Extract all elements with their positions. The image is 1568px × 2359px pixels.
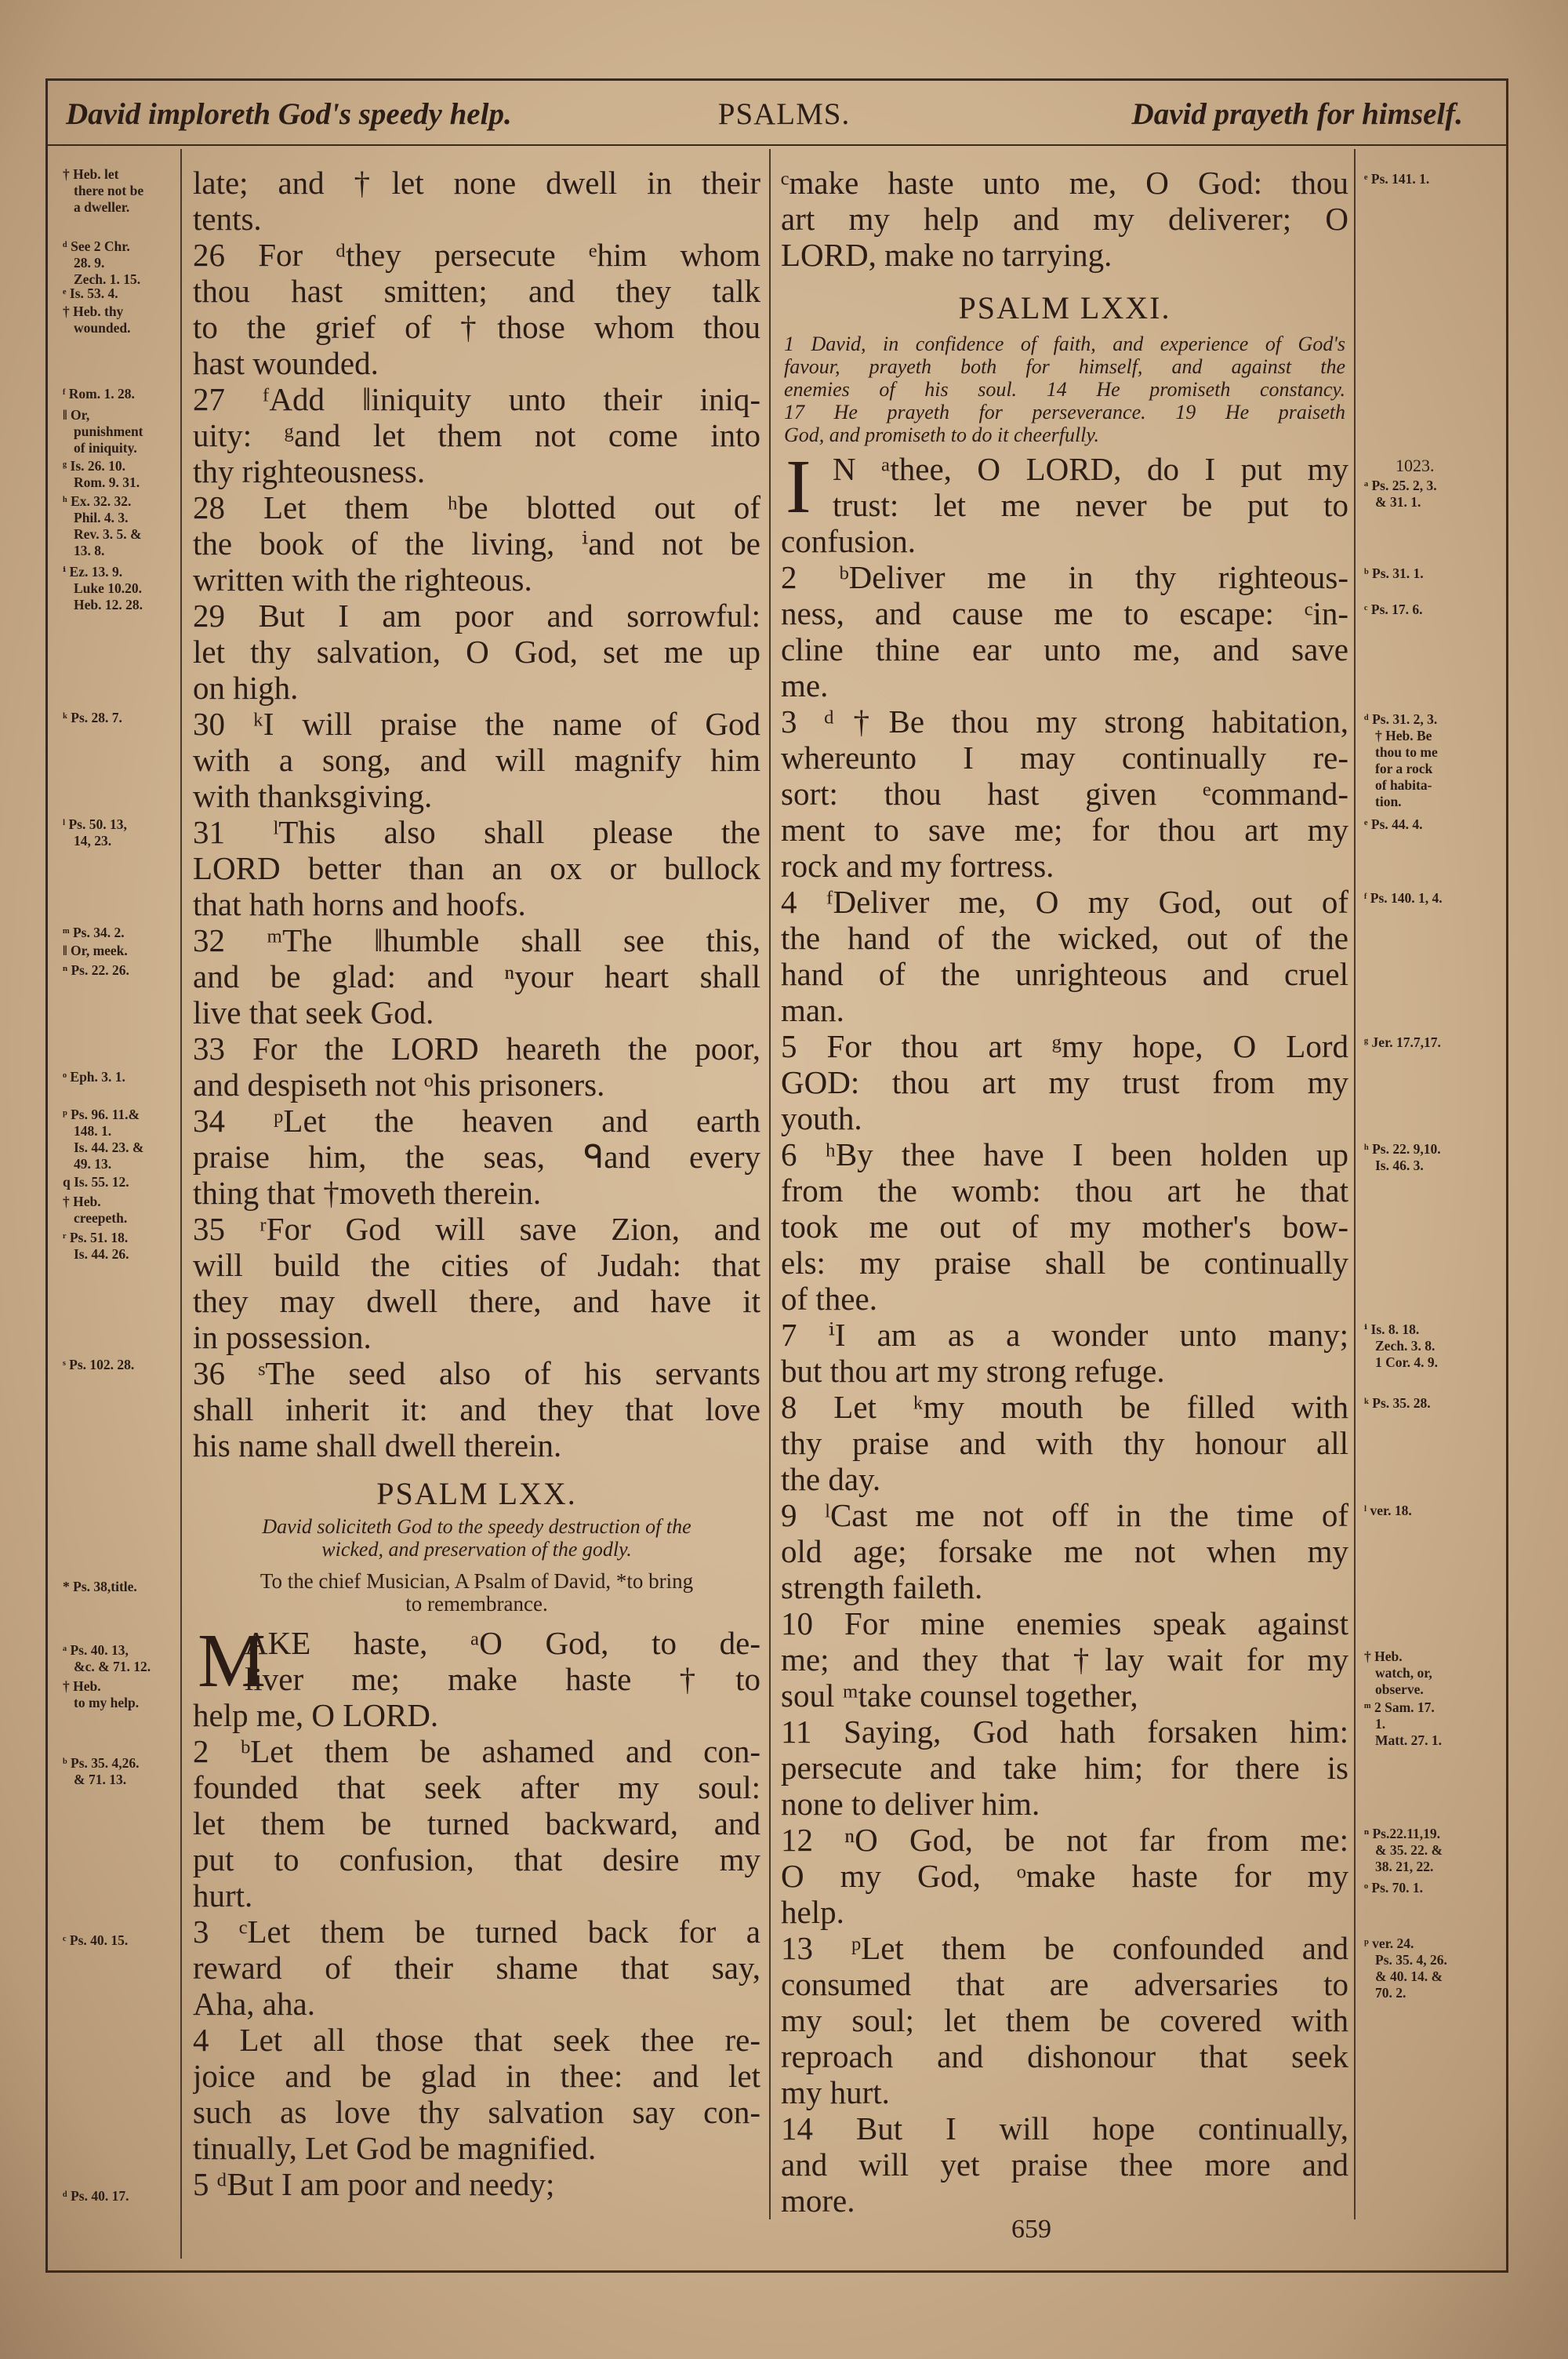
verse-line: tents.	[193, 201, 262, 237]
verse-line: will build the cities of Judah: that	[193, 1247, 760, 1283]
margin-note-line: &c. & 71. 12.	[74, 1659, 151, 1674]
margin-note	[63, 166, 143, 216]
verse-line: 14 But I will hope continually,	[781, 2110, 1348, 2146]
verse-line: none to deliver him.	[781, 1786, 1040, 1822]
psalm-heading: PSALM LXXI.	[958, 290, 1171, 325]
psalm-69-ending	[193, 165, 760, 1463]
margin-note	[1364, 1141, 1441, 1174]
margin-note-line: † Heb. thy	[63, 304, 124, 319]
margin-note-line: of iniquity.	[74, 440, 137, 456]
margin-note	[1364, 1395, 1431, 1412]
margin-note-line: ᵖ Ps. 96. 11.&	[63, 1107, 140, 1122]
margin-note	[1364, 890, 1443, 907]
margin-note-line: ⁿ Ps. 22. 26.	[63, 962, 129, 978]
margin-note-line: & 40. 14. &	[1375, 1968, 1443, 1984]
margin-note	[1364, 1880, 1423, 1896]
verse-line: consumed that are adversaries to	[781, 1966, 1348, 2002]
margin-note	[1364, 171, 1429, 187]
verse-line: thy righteousness.	[193, 453, 426, 489]
verse-line: shall inherit it: and they that love	[193, 1391, 760, 1427]
margin-note-line: & 71. 13.	[74, 1772, 127, 1787]
psalm-70-ending	[781, 165, 1348, 273]
margin-note-line: ‖ Or,	[63, 407, 90, 423]
verse-line: me; and they that †lay wait for my	[781, 1641, 1348, 1677]
header-rule	[45, 144, 1508, 146]
psalm-heading: PSALM LXX.	[376, 1476, 577, 1511]
margin-note-line: 1.	[1375, 1716, 1386, 1732]
margin-note	[63, 943, 128, 959]
drop-cap: I	[786, 445, 811, 529]
margin-note-line: 148. 1.	[74, 1123, 112, 1139]
verse-line: 4 Let all those that seek thee re-	[193, 2022, 760, 2058]
margin-note-line: ᵏ Ps. 28. 7.	[63, 710, 122, 725]
margin-note	[63, 1357, 134, 1373]
verse-line: 5 ᵈBut I am poor and needy;	[193, 2166, 555, 2202]
margin-note-line: 38. 21, 22.	[1375, 1859, 1434, 1874]
margin-note	[1396, 457, 1435, 474]
verse-line: tinually, Let God be magnified.	[193, 2130, 597, 2166]
verse-line: thou hast smitten; and they talk	[193, 273, 760, 309]
verse-line: they may dwell there, and have it	[193, 1283, 760, 1319]
margin-note	[63, 407, 143, 456]
verse-line: confusion.	[781, 523, 916, 559]
verse-line: GOD: thou art my trust from my	[781, 1064, 1348, 1100]
margin-note-line: for a rock	[1375, 761, 1433, 776]
summary-line: 17 He prayeth for perseverance. 19 He praiseth	[784, 401, 1345, 423]
margin-note-line: ʰ Ps. 22. 9,10.	[1364, 1141, 1441, 1157]
margin-note	[1364, 1936, 1447, 2001]
margin-note-line: watch, or,	[1375, 1665, 1432, 1681]
verse-line: AKE haste, ᵃO God, to de-	[245, 1625, 760, 1661]
margin-note-line: * Ps. 38,title.	[63, 1579, 137, 1594]
margin-note	[63, 493, 142, 559]
verse-line: 27 ᶠAdd ‖iniquity unto their iniq-	[193, 381, 760, 417]
summary-line: 1 David, in confidence of faith, and experience of God's	[784, 333, 1345, 355]
margin-note	[63, 710, 122, 726]
verse-line: founded that seek after my soul:	[193, 1769, 760, 1805]
margin-note-line: † Heb.	[63, 1194, 101, 1209]
margin-note	[1364, 816, 1423, 833]
margin-note-line: 1023.	[1396, 456, 1435, 475]
margin-note-line: ᵐ Ps. 34. 2.	[63, 925, 125, 940]
verse-line: persecute and take him; for there is	[781, 1750, 1348, 1786]
margin-note-line: ᵇ Ps. 35. 4,26.	[63, 1755, 140, 1771]
margin-note	[63, 1755, 140, 1788]
running-head-right: David prayeth for himself.	[1131, 97, 1463, 131]
margin-note	[63, 564, 143, 613]
verse-line: his name shall dwell therein.	[193, 1427, 562, 1463]
verse-line: 3 ᶜLet them be turned back for a	[193, 1914, 760, 1950]
margin-note-line: 13. 8.	[74, 543, 105, 558]
margin-note-line: ˡ ver. 18.	[1364, 1503, 1412, 1518]
verse-line: let thy salvation, O God, set me up	[193, 634, 760, 670]
margin-note-line: ˡ Ps. 50. 13,	[63, 816, 127, 832]
margin-note	[63, 304, 130, 336]
margin-note-line: ʳ Ps. 51. 18.	[63, 1230, 129, 1245]
verse-line: such as love thy salvation say con-	[193, 2094, 760, 2130]
margin-note	[63, 1579, 137, 1595]
verse-line: reward of their shame that say,	[193, 1950, 760, 1986]
verse-line: 30 ᵏI will praise the name of God	[193, 706, 760, 742]
margin-note-line: † Heb. Be	[1375, 728, 1432, 743]
psalm-summary	[781, 333, 1348, 446]
margin-note-line: Heb. 12. 28.	[74, 597, 143, 612]
verse-line: took me out of my mother's bow-	[781, 1209, 1348, 1245]
margin-note-line: Rom. 9. 31.	[74, 474, 140, 490]
margin-note-line: ᵒ Ps. 70. 1.	[1364, 1880, 1424, 1896]
verse-line: hast wounded.	[193, 345, 379, 381]
running-head-book: PSALMS.	[717, 97, 851, 131]
verse-line: written with the righteous.	[193, 562, 532, 598]
margin-note-line: ᵉ Is. 53. 4.	[63, 285, 118, 301]
margin-note-line: punishment	[74, 423, 143, 439]
margin-note	[63, 1194, 127, 1227]
margin-note-line: ˢ Ps. 102. 28.	[63, 1357, 135, 1372]
verse-line: 29 But I am poor and sorrowful:	[193, 598, 760, 634]
margin-note-line: to my help.	[74, 1695, 140, 1710]
margin-note	[1364, 602, 1423, 618]
verse-line: old age; forsake me not when my	[781, 1533, 1348, 1569]
verse-line: ᶜmake haste unto me, O God: thou	[781, 165, 1348, 201]
verse-line: youth.	[781, 1100, 862, 1136]
margin-note-line: † Heb.	[63, 1678, 101, 1694]
verse-line: put to confusion, that desire my	[193, 1841, 760, 1877]
verse-line: thing that †moveth therein.	[193, 1175, 542, 1211]
margin-note	[63, 962, 129, 979]
verse-line: man.	[781, 992, 844, 1028]
verse-line: reproach and dishonour that seek	[781, 2038, 1348, 2074]
margin-note-line: ‖ Or, meek.	[63, 943, 128, 958]
verse-line: but thou art my strong refuge.	[781, 1353, 1165, 1389]
verse-line: 5 For thou art ᵍmy hope, O Lord	[781, 1028, 1348, 1064]
margin-note-line: Is. 46. 3.	[1375, 1158, 1424, 1173]
verse-line: 33 For the LORD heareth the poor,	[193, 1030, 760, 1067]
verse-line: to the grief of †those whom thou	[193, 309, 760, 345]
verse-line: from the womb: thou art he that	[781, 1172, 1348, 1209]
verse-line: 11 Saying, God hath forsaken him:	[781, 1714, 1348, 1750]
verse-line: 31 ˡThis also shall please the	[193, 814, 760, 850]
margin-note	[63, 1642, 151, 1675]
verse-line: 13 ᵖLet them be confounded and	[781, 1930, 1348, 1966]
margin-note-line: ⁱ Ez. 13. 9.	[63, 564, 123, 580]
verse-line: late; and †let none dwell in their	[193, 165, 760, 201]
verse-line: ment to save me; for thou art my	[781, 812, 1348, 848]
margin-note-line: ᵒ Eph. 3. 1.	[63, 1069, 125, 1085]
margin-note-line: ᶜ Ps. 17. 6.	[1364, 602, 1423, 617]
margin-note	[63, 925, 125, 941]
margin-note-line: ᵏ Ps. 35. 28.	[1364, 1395, 1431, 1411]
margin-note-line: there not be	[74, 183, 144, 198]
verse-line: with a song, and will magnify him	[193, 742, 760, 778]
verse-line: and be glad: and ⁿyour heart shall	[193, 958, 760, 994]
margin-note	[1364, 1503, 1412, 1519]
margin-note-line: ᵈ Ps. 40. 17.	[63, 2188, 129, 2204]
verse-line: my hurt.	[781, 2074, 890, 2110]
verse-line: the hand of the wicked, out of the	[781, 920, 1348, 956]
psalm-71-body	[781, 445, 1348, 2219]
margin-note-line: ᵈ Ps. 31. 2, 3.	[1364, 711, 1438, 727]
margin-note	[1364, 565, 1424, 582]
margin-note-line: Matt. 27. 1.	[1375, 1732, 1443, 1748]
margin-note	[63, 386, 135, 402]
verse-line: help me, O LORD.	[193, 1697, 439, 1733]
margin-note-line: creepeth.	[74, 1210, 128, 1226]
verse-line: help.	[781, 1894, 844, 1930]
page-number: 659	[1011, 2215, 1051, 2244]
margin-note-line: q Is. 55. 12.	[63, 1174, 129, 1190]
margin-note-line: of habita-	[1375, 777, 1432, 793]
verse-line: joice and be glad in thee: and let	[193, 2058, 760, 2094]
right-text-column	[781, 165, 1348, 2219]
verse-line: 8 Let ᵏmy mouth be filled with	[781, 1389, 1348, 1425]
superscription-line: To the chief Musician, A Psalm of David, *to bring	[260, 1569, 694, 1593]
margin-note-line: ᵃ Ps. 25. 2, 3.	[1364, 478, 1437, 493]
verse-line: liver me; make haste †to	[245, 1661, 760, 1697]
superscription-line: to remembrance.	[405, 1592, 548, 1616]
margin-note-line: tion.	[1375, 794, 1402, 809]
verse-line: sort: thou hast given ᵉcommand-	[781, 776, 1348, 812]
margin-note-line: thou to me	[1375, 744, 1438, 760]
verse-line: more.	[781, 2183, 855, 2219]
verse-line: in possession.	[193, 1319, 372, 1355]
verse-line: els: my praise shall be continually	[781, 1245, 1348, 1281]
verse-line: thy praise and with thy honour all	[781, 1425, 1348, 1461]
verse-line: 7 ⁱI am as a wonder unto many;	[781, 1317, 1348, 1353]
verse-line: let them be turned backward, and	[193, 1805, 760, 1841]
margin-note-line: Luke 10.20.	[74, 580, 143, 596]
verse-line: 2 ᵇLet them be ashamed and con-	[193, 1733, 760, 1769]
margin-note-line: a dweller.	[74, 199, 130, 215]
summary-line: wicked, and preservation of the godly.	[321, 1538, 632, 1561]
margin-note-line: ᵍ Jer. 17.7,17.	[1364, 1034, 1441, 1050]
verse-line: 6 ʰBy thee have I been holden up	[781, 1136, 1348, 1172]
verse-line: with thanksgiving.	[193, 778, 433, 814]
margin-note-line: 28. 9.	[74, 255, 105, 271]
margin-note-line: ⁿ Ps.22.11,19.	[1364, 1826, 1440, 1841]
margin-note-line: Zech. 1. 15.	[74, 271, 141, 287]
margin-note	[63, 1932, 128, 1949]
left-margin-rule	[180, 149, 182, 2259]
margin-note-line: Is. 44. 26.	[74, 1246, 129, 1262]
verse-line: 12 ⁿO God, be not far from me:	[781, 1822, 1348, 1858]
verse-line: the day.	[781, 1461, 881, 1497]
verse-line: and despiseth not ᵒhis prisoners.	[193, 1067, 605, 1103]
margin-note	[63, 1174, 129, 1190]
psalm-70-lines	[193, 1619, 760, 2202]
margin-note-line: & 31. 1.	[1375, 494, 1421, 510]
margin-note-line: ᵈ See 2 Chr.	[63, 238, 130, 254]
margin-note-line: ᵖ ver. 24.	[1364, 1936, 1414, 1951]
margin-note	[63, 1069, 125, 1085]
verse-line: rock and my fortress.	[781, 848, 1054, 884]
margin-note-line: ʰ Ex. 32. 32.	[63, 493, 132, 509]
verse-line: 28 Let them ʰbe blotted out of	[193, 489, 760, 525]
margin-note	[63, 458, 140, 491]
margin-note-line: Phil. 4. 3.	[74, 510, 129, 525]
summary-line: David soliciteth God to the speedy destruction of the	[262, 1515, 691, 1538]
margin-note-line: wounded.	[74, 320, 131, 336]
summary-line: enemies of his soul. 14 He promiseth constancy.	[784, 378, 1345, 401]
margin-note	[63, 1678, 139, 1711]
verse-line: live that seek God.	[193, 994, 434, 1030]
psalm-71-lines	[781, 445, 1348, 2219]
verse-line: that hath horns and hoofs.	[193, 886, 526, 922]
verse-line: cline thine ear unto me, and save	[781, 631, 1348, 667]
margin-note-line: 49. 13.	[74, 1156, 112, 1172]
right-margin-rule	[1354, 149, 1356, 2219]
margin-note	[63, 1230, 129, 1263]
verse-line: 9 ˡCast me not off in the time of	[781, 1497, 1348, 1533]
margin-note	[1364, 711, 1438, 810]
margin-note	[1364, 1648, 1432, 1698]
psalm-70-body	[193, 1619, 760, 2202]
margin-note-line: ᶠ Rom. 1. 28.	[63, 386, 135, 402]
drop-cap: M	[198, 1619, 267, 1703]
psalm-summary	[201, 1515, 753, 1561]
margin-note-line: ᵇ Ps. 31. 1.	[1364, 565, 1424, 581]
verse-line: art my help and my deliverer; O	[781, 201, 1348, 237]
margin-note-line: ᵍ Is. 26. 10.	[63, 458, 126, 474]
verse-line: my soul; let them be covered with	[781, 2002, 1348, 2038]
verse-line: trust: let me never be put to	[833, 487, 1348, 523]
margin-note-line: Rev. 3. 5. &	[74, 526, 142, 542]
margin-note	[1364, 1826, 1443, 1875]
margin-note	[63, 1107, 143, 1172]
margin-note	[63, 285, 118, 302]
margin-note-line: Is. 44. 23. &	[74, 1140, 144, 1155]
margin-note-line: ᶠ Ps. 140. 1, 4.	[1364, 890, 1443, 906]
verse-line: O my God, ᵒmake haste for my	[781, 1858, 1348, 1894]
margin-note-line: † Heb. let	[63, 166, 119, 182]
margin-note-line: ᵐ 2 Sam. 17.	[1364, 1699, 1435, 1715]
margin-note-line: † Heb.	[1364, 1648, 1403, 1664]
verse-line: on high.	[193, 670, 299, 706]
margin-note-line: ⁱ Is. 8. 18.	[1364, 1321, 1420, 1337]
verse-line: 3 ᵈ†Be thou my strong habitation,	[781, 703, 1348, 740]
verse-line: hand of the unrighteous and cruel	[781, 956, 1348, 992]
verse-line: hurt.	[193, 1877, 253, 1914]
margin-note-line: ᵉ Ps. 44. 4.	[1364, 816, 1423, 832]
verse-line: 32 ᵐThe ‖humble shall see this,	[193, 922, 760, 958]
margin-note-line: 14, 23.	[74, 833, 112, 849]
verse-line: and will yet praise thee more and	[781, 2146, 1348, 2183]
psalm-superscription	[193, 1570, 760, 1616]
margin-note-line: observe.	[1375, 1681, 1424, 1697]
column-divider	[769, 149, 771, 2219]
margin-note-line: 1 Cor. 4. 9.	[1375, 1354, 1439, 1370]
verse-line: Aha, aha.	[193, 1986, 315, 2022]
verse-line: praise him, the seas, ᑫand every	[193, 1139, 760, 1175]
verse-line: the book of the living, ⁱand not be	[193, 525, 760, 562]
verse-line: uity: ᵍand let them not come into	[193, 417, 760, 453]
margin-note-line: ᵉ Ps. 141. 1.	[1364, 171, 1430, 187]
margin-note-line: & 35. 22. &	[1375, 1842, 1443, 1858]
margin-note	[1364, 1321, 1438, 1371]
margin-note-line: 70. 2.	[1375, 1985, 1406, 2001]
left-text-column	[193, 165, 760, 2202]
verse-line: 10 For mine enemies speak against	[781, 1605, 1348, 1641]
running-head-left: David imploreth God's speedy help.	[66, 97, 512, 131]
margin-note-line: ᵃ Ps. 40. 13,	[63, 1642, 129, 1658]
margin-note	[1364, 478, 1437, 511]
verse-line: strength faileth.	[781, 1569, 983, 1605]
verse-line: whereunto I may continually re-	[781, 740, 1348, 776]
margin-note	[63, 238, 140, 288]
summary-line: God, and promiseth to do it cheerfully.	[784, 423, 1099, 446]
verse-line: N ᵃthee, O LORD, do I put my	[833, 451, 1348, 487]
margin-note-line: Ps. 35. 4, 26.	[1375, 1952, 1447, 1968]
verse-line: ness, and cause me to escape: ᶜin-	[781, 595, 1348, 631]
verse-line: 26 For ᵈthey persecute ᵉhim whom	[193, 237, 760, 273]
margin-note-line: ᶜ Ps. 40. 15.	[63, 1932, 129, 1948]
margin-note	[1364, 1034, 1441, 1051]
margin-note-line: Zech. 3. 8.	[1375, 1338, 1436, 1354]
verse-line: me.	[781, 667, 829, 703]
verse-line: 34 ᵖLet the heaven and earth	[193, 1103, 760, 1139]
verse-line: 2 ᵇDeliver me in thy righteous-	[781, 559, 1348, 595]
margin-note	[63, 816, 127, 849]
verse-line: of thee.	[781, 1281, 877, 1317]
verse-line: soul ᵐtake counsel together,	[781, 1677, 1138, 1714]
verse-line: 36 ˢThe seed also of his servants	[193, 1355, 760, 1391]
margin-note	[1364, 1699, 1442, 1749]
summary-line: favour, prayeth both for himself, and against the	[784, 355, 1345, 378]
verse-line: LORD, make no tarrying.	[781, 237, 1112, 273]
verse-line: 35 ʳFor God will save Zion, and	[193, 1211, 760, 1247]
verse-line: LORD better than an ox or bullock	[193, 850, 760, 886]
margin-note	[63, 2188, 129, 2205]
verse-line: 4 ᶠDeliver me, O my God, out of	[781, 884, 1348, 920]
